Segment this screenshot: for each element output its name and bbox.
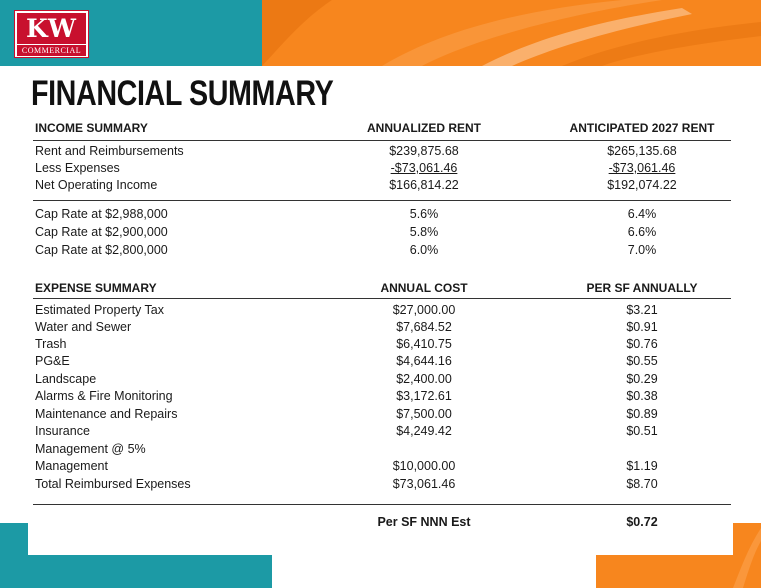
row-label: Net Operating Income — [35, 178, 158, 192]
row-label: PG&E — [35, 354, 70, 368]
table-row — [33, 319, 731, 336]
row-anticipated: $265,135.68 — [607, 144, 677, 158]
row-per-sf: $0.76 — [626, 337, 658, 351]
row-anticipated: 7.0% — [627, 243, 657, 257]
table-row — [33, 302, 731, 319]
table-row — [33, 336, 731, 353]
row-label: Landscape — [35, 372, 97, 386]
table-row — [33, 388, 731, 405]
logo-subtitle: COMMERCIAL — [17, 45, 86, 56]
table-row — [33, 371, 731, 388]
income-col-anticipated-header: ANTICIPATED 2027 RENT — [569, 121, 715, 135]
expense-col-annual-header: ANNUAL COST — [380, 281, 468, 295]
per-sf-nnn-label: Per SF NNN Est — [377, 515, 471, 529]
footer-band-teal — [0, 555, 272, 588]
row-annual-cost: $7,684.52 — [396, 320, 452, 334]
row-annualized: -$73,061.46 — [390, 161, 458, 175]
row-label: Trash — [35, 337, 67, 351]
row-label: Maintenance and Repairs — [35, 407, 178, 421]
row-per-sf: $0.29 — [626, 372, 658, 386]
table-row — [33, 458, 731, 475]
row-label: Alarms & Fire Monitoring — [35, 389, 173, 403]
table-row — [33, 406, 731, 423]
kw-commercial-logo — [14, 10, 89, 58]
row-annual-cost: $7,500.00 — [396, 407, 452, 421]
logo-brand: KW — [17, 13, 86, 44]
income-col-label-header: INCOME SUMMARY — [35, 121, 148, 135]
row-label: Cap Rate at $2,988,000 — [35, 207, 168, 221]
expense-col-label-header: EXPENSE SUMMARY — [35, 281, 157, 295]
row-label: Cap Rate at $2,900,000 — [35, 225, 168, 239]
row-label: Management @ 5% — [35, 442, 146, 456]
table-row — [33, 423, 731, 440]
row-label: Management — [35, 459, 108, 473]
row-annual-cost: $4,249.42 — [396, 424, 452, 438]
row-label: Insurance — [35, 424, 90, 438]
row-annual-cost: $4,644.16 — [396, 354, 452, 368]
row-anticipated: -$73,061.46 — [608, 161, 676, 175]
row-annual-cost: $2,400.00 — [396, 372, 452, 386]
row-label: Less Expenses — [35, 161, 120, 175]
per-sf-nnn-value: $0.72 — [626, 515, 658, 529]
row-annual-cost: $73,061.46 — [392, 477, 456, 491]
row-per-sf: $3.21 — [626, 303, 658, 317]
row-annualized: $166,814.22 — [389, 178, 459, 192]
row-per-sf: $0.38 — [626, 389, 658, 403]
row-label: Estimated Property Tax — [35, 303, 164, 317]
row-per-sf: $0.91 — [626, 320, 658, 334]
table-row — [33, 177, 731, 194]
row-label: Total Reimbursed Expenses — [35, 477, 191, 491]
table-row — [33, 160, 731, 177]
row-label: Water and Sewer — [35, 320, 132, 334]
row-per-sf: $0.89 — [626, 407, 658, 421]
page-title: FINANCIAL SUMMARY — [31, 74, 334, 113]
expense-total-rule — [33, 504, 731, 505]
table-row — [33, 476, 731, 493]
income-header-rule — [33, 140, 731, 141]
row-per-sf: $0.51 — [626, 424, 658, 438]
row-annual-cost: $27,000.00 — [392, 303, 456, 317]
footer-swoosh-graphic — [733, 523, 761, 588]
row-anticipated: $192,074.22 — [607, 178, 677, 192]
row-per-sf: $1.19 — [626, 459, 658, 473]
footer-band-orange-right — [733, 523, 761, 588]
row-annualized: 5.6% — [409, 207, 439, 221]
table-row — [33, 441, 731, 458]
table-row — [33, 143, 731, 160]
income-section-rule — [33, 200, 731, 201]
row-annualized: 6.0% — [409, 243, 439, 257]
table-row — [33, 206, 731, 223]
expense-header-row — [33, 280, 731, 297]
row-label: Cap Rate at $2,800,000 — [35, 243, 168, 257]
income-col-annualized-header: ANNUALIZED RENT — [367, 121, 481, 135]
row-per-sf: $8.70 — [626, 477, 658, 491]
row-anticipated: 6.4% — [627, 207, 657, 221]
header-band-orange — [262, 0, 761, 66]
row-annual-cost: $3,172.61 — [396, 389, 452, 403]
row-anticipated: 6.6% — [627, 225, 657, 239]
row-label: Rent and Reimbursements — [35, 144, 184, 158]
row-annualized: 5.8% — [409, 225, 439, 239]
expense-col-persf-header: PER SF ANNUALLY — [586, 281, 698, 295]
row-annual-cost: $6,410.75 — [396, 337, 452, 351]
row-annualized: $239,875.68 — [389, 144, 459, 158]
income-header-row — [33, 120, 731, 137]
table-row — [33, 224, 731, 241]
row-per-sf: $0.55 — [626, 354, 658, 368]
header-swoosh-graphic — [262, 0, 761, 66]
table-row — [33, 242, 731, 259]
row-annual-cost: $10,000.00 — [392, 459, 456, 473]
expense-header-rule — [33, 298, 731, 299]
table-row — [33, 353, 731, 370]
